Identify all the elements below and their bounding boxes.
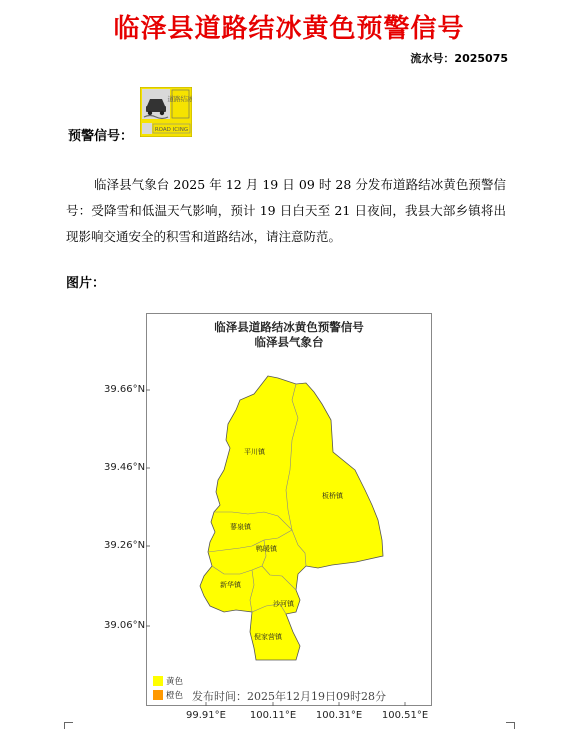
- serial-label: 流水号：: [410, 52, 455, 65]
- legend-swatch-orange: [153, 690, 163, 700]
- legend-label-orange: 橙色: [166, 691, 184, 701]
- lon-tick-2: 100.11°E: [249, 710, 297, 721]
- lat-tick-1: 39.66°N: [104, 384, 146, 395]
- signal-icon-bottom-text: ROAD ICING: [154, 127, 189, 133]
- images-label: 图片：: [66, 276, 106, 291]
- town-label-pingchuan: 平川镇: [244, 448, 265, 456]
- lon-tick-3: 100.31°E: [315, 710, 363, 721]
- lat-tick-3: 39.26°N: [104, 540, 146, 551]
- county-boundary: [200, 376, 383, 660]
- town-label-shahe: 沙河镇: [273, 600, 294, 608]
- town-label-nijiaying: 倪家营镇: [254, 633, 282, 641]
- signal-label: 预警信号：: [68, 129, 134, 144]
- lon-tick-4: 100.51°E: [381, 710, 429, 721]
- lon-tick-1: 99.91°E: [186, 710, 226, 721]
- warning-paragraph: 临泽县气象台 2025 年 12 月 19 日 09 时 28 分发布道路结冰黄色预警信号：受降雪和低温天气影响，预计 19 日白天至 21 日夜间，我县大部乡镇将出现影响交通安全的积雪和道路结冰，请注意防范。: [66, 177, 506, 244]
- page-title: 临泽县道路结冰黄色预警信号: [113, 14, 465, 44]
- town-label-yanuan: 鸭暖镇: [256, 545, 277, 553]
- town-label-liaoquan: 蓼泉镇: [230, 523, 251, 531]
- town-label-xinhua: 新华镇: [220, 581, 241, 589]
- publish-time: 发布时间：2025年12月19日09时28分: [192, 690, 386, 703]
- map-subtitle: 临泽县气象台: [254, 335, 324, 349]
- town-label-banqiao: 板桥镇: [322, 492, 343, 500]
- signal-icon-top-text: 道路结冰: [167, 95, 192, 103]
- lat-tick-4: 39.06°N: [104, 620, 146, 631]
- lat-tick-2: 39.46°N: [104, 462, 146, 473]
- serial-value: 2025075: [454, 52, 508, 65]
- map-title: 临泽县道路结冰黄色预警信号: [214, 320, 364, 334]
- legend-swatch-yellow: [153, 676, 163, 686]
- legend-label-yellow: 黄色: [166, 677, 184, 687]
